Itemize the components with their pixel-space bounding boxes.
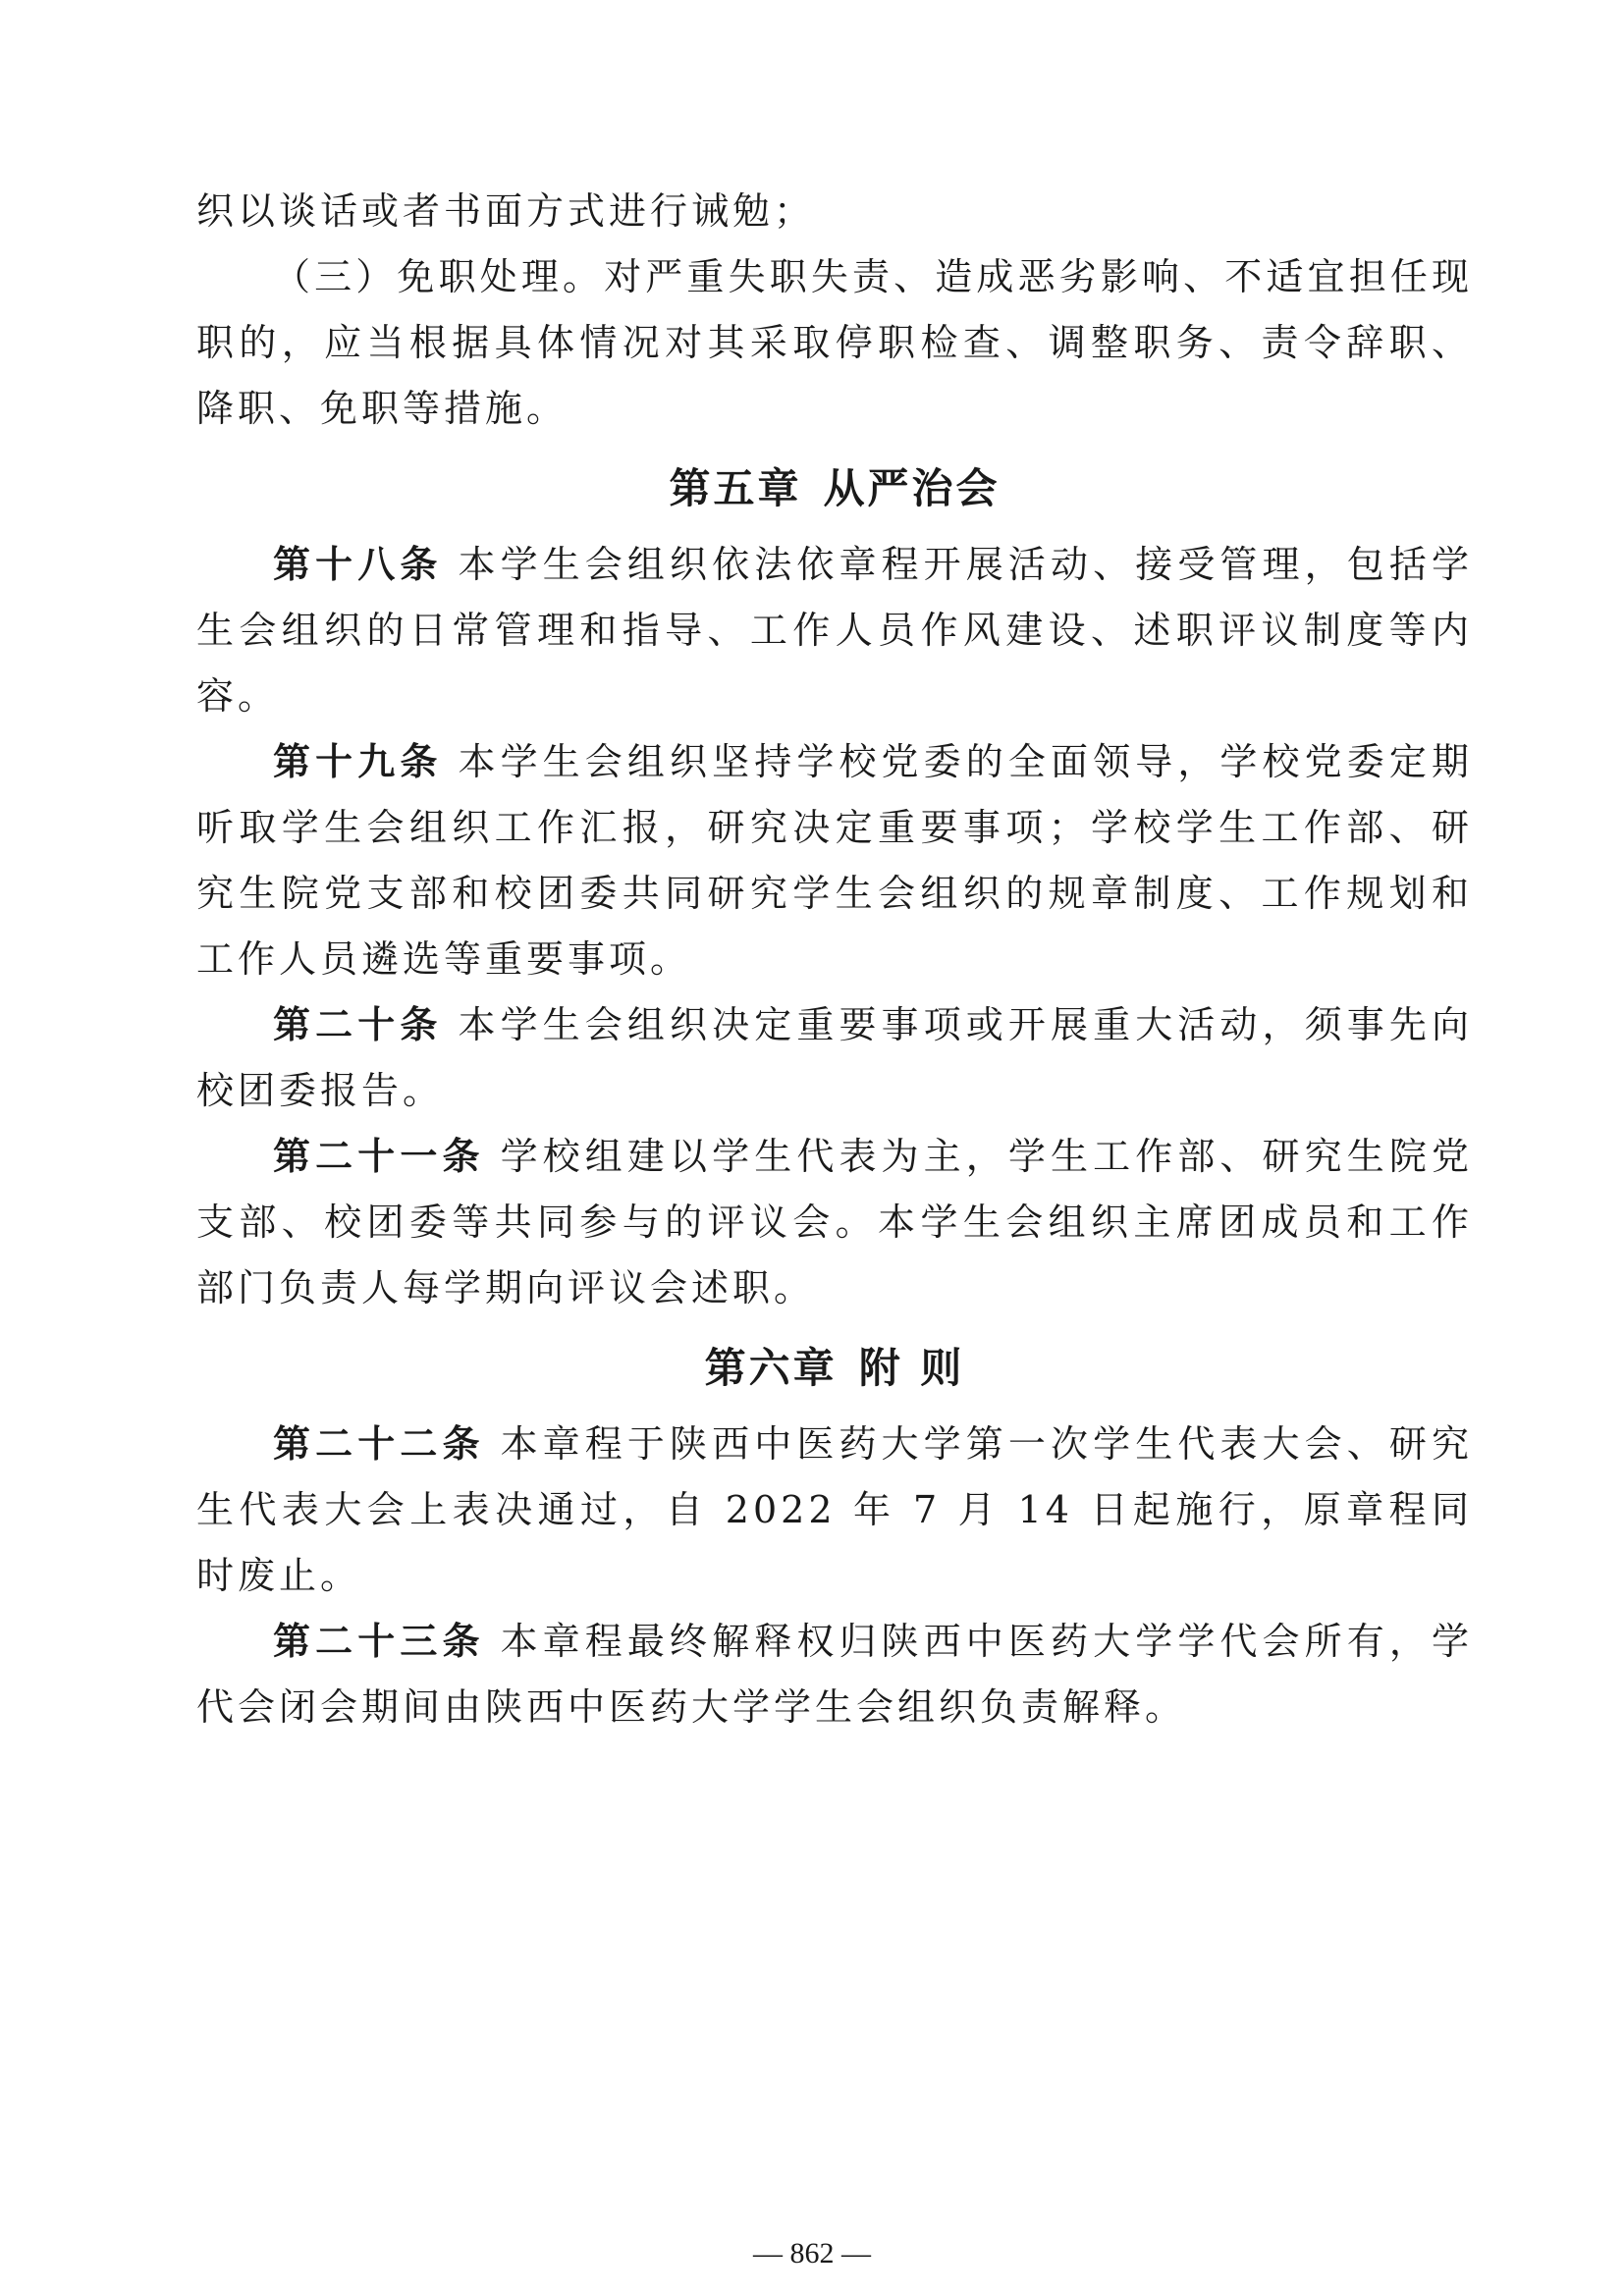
paragraph-continuation: 织以谈话或者书面方式进行诫勉； (196, 189, 816, 233)
article-22 (196, 1412, 1473, 1609)
article-23 (196, 1609, 1473, 1740)
article-text: 本章程于陕西中医药大学第一次学生代表大会、研究生代表大会上表决通过，自 2022 年 7 月 14 日起施行，原章程同时废止。 (196, 1422, 1473, 1597)
article-text: 本学生会组织决定重要事项或开展重大活动，须事先向校团委报告。 (196, 1003, 1473, 1112)
chapter-name: 从严治会 (823, 464, 1001, 512)
chapter-title-6 (196, 1331, 1473, 1406)
chapter-name: 附 则 (858, 1344, 965, 1392)
chapter-number: 第五章 (669, 464, 802, 512)
document-body (196, 179, 1473, 1740)
article-text: 本章程最终解释权归陕西中医药大学学代会所有，学代会闭会期间由陕西中医药大学学生会组织负责解释。 (196, 1620, 1473, 1729)
article-label: 第十九条 (273, 740, 443, 783)
chapter-title-5 (196, 452, 1473, 526)
article-19 (196, 729, 1473, 992)
article-label: 第二十一条 (273, 1135, 485, 1178)
page-number: — 862 — (753, 2237, 871, 2269)
article-label: 第二十二条 (273, 1422, 485, 1466)
article-label: 第二十三条 (273, 1620, 485, 1663)
article-20 (196, 992, 1473, 1124)
article-18 (196, 532, 1473, 729)
article-label: 第二十条 (273, 1003, 443, 1046)
article-text: 本学生会组织依法依章程开展活动、接受管理，包括学生会组织的日常管理和指导、工作人员作风建设、述职评议制度等内容。 (196, 543, 1473, 718)
article-text: 本学生会组织坚持学校党委的全面领导，学校党委定期听取学生会组织工作汇报，研究决定重要事项；学校学生工作部、研究生院党支部和校团委共同研究学生会组织的规章制度、工作规划和工作人员遴选等重要事项。 (196, 740, 1473, 981)
chapter-number: 第六章 (704, 1344, 838, 1392)
article-label: 第十八条 (273, 543, 443, 586)
article-text: 学校组建以学生代表为主，学生工作部、研究生院党支部、校团委等共同参与的评议会。本学生会组织主席团成员和工作部门负责人每学期向评议会述职。 (196, 1135, 1473, 1309)
paragraph-dismissal: （三）免职处理。对严重失职失责、造成恶劣影响、不适宜担任现职的，应当根据具体情况对其采取停职检查、调整职务、责令辞职、降职、免职等措施。 (196, 255, 1473, 430)
article-21 (196, 1124, 1473, 1321)
